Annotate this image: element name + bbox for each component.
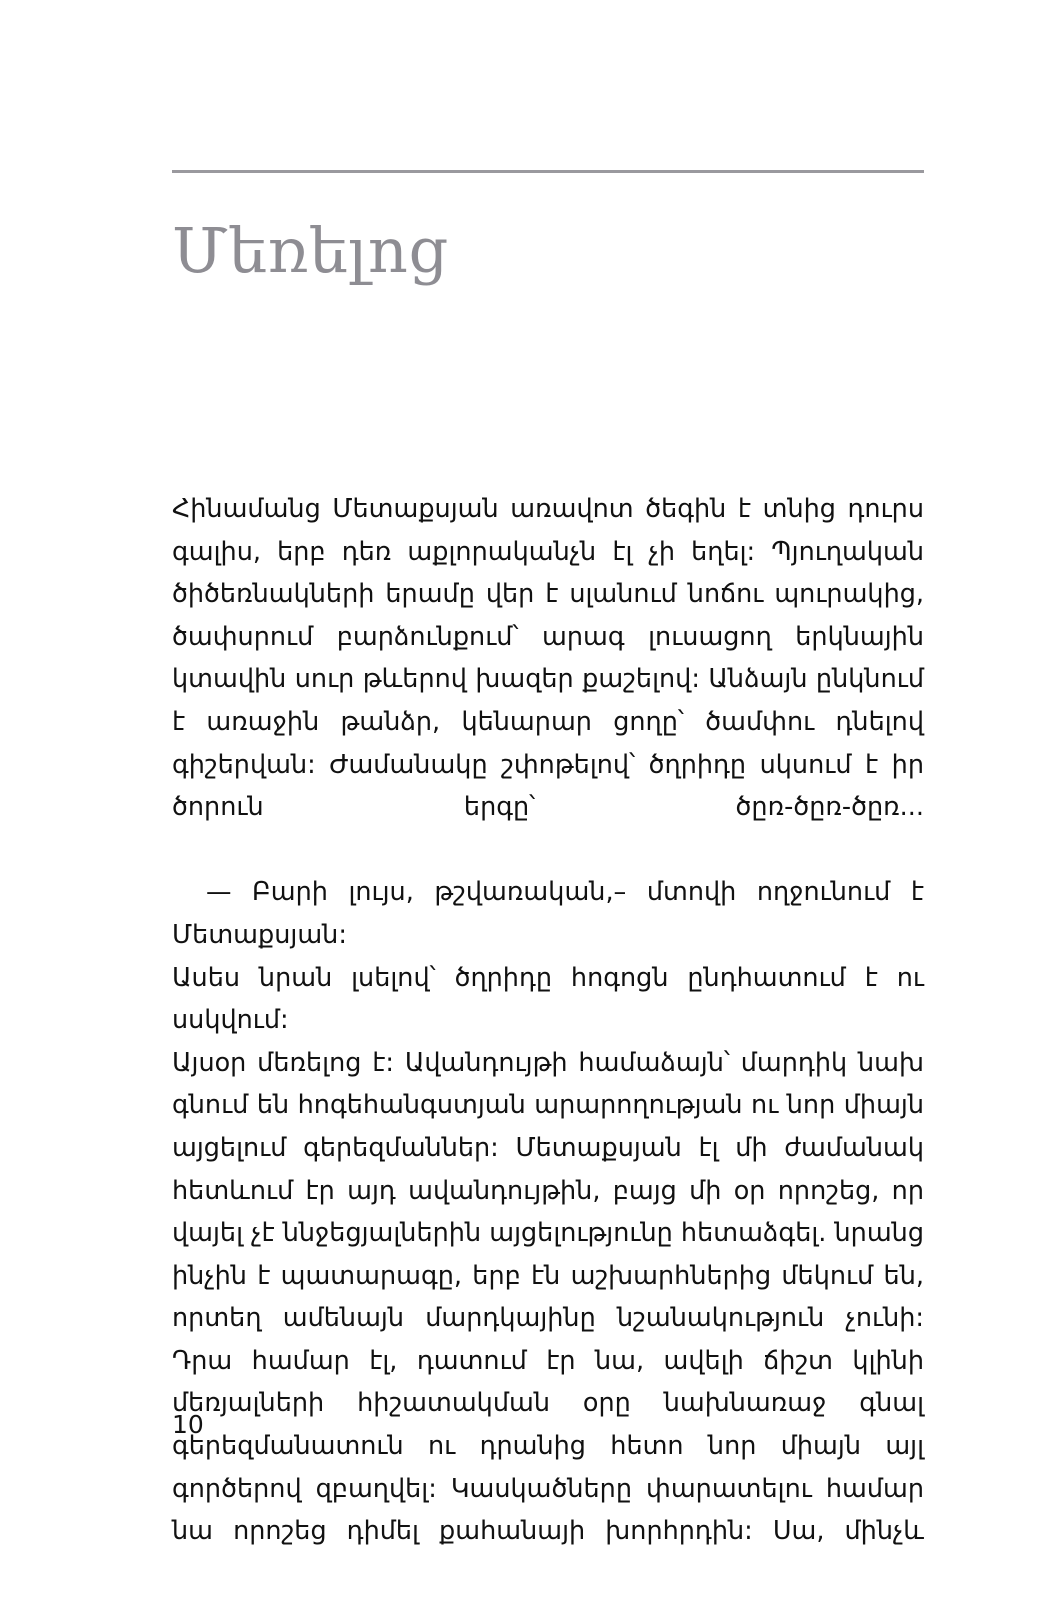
paragraph-2: — Բարի լույս, թշվառական,– մտովի ողջունում է Մետաքսյան: xyxy=(172,877,933,950)
page-title: Մեռելոց xyxy=(172,213,449,287)
header-rule xyxy=(172,170,924,173)
paragraph-3: Ասես նրան լսելով՝ ծղրիդը հոգոցն ընդհատում է ու սսկվում: xyxy=(172,962,933,1036)
body-text-block xyxy=(172,488,933,1595)
paragraph-4: Այսօր մեռելոց է: Ավանդույթի համաձայն՝ մարդիկ նախ գնում են հոգեհանգստյան արարողության ու նոր միայն այցելում գերեզմաններ: Մետաքսյան էլ մի ժամանակ հետևում էր այդ ավանդույթին, բայց մի օր որոշեց, որ վայել չէ ննջեցյալներին այցելությունը հետաձգել. նրանց ինչին է պատարագը, երբ էն աշխարհներից մեկում են, որտեղ ամենայն մարդկայինը նշանակություն չունի: Դրա համար էլ, դատում էր նա, ավելի ճիշտ կլինի մեռյալների հիշատակման օրը նախնառաջ գնալ գերեզմանատուն ու դրանից հետո նոր միայն այլ գործերով զբաղվել: Կասկածները փարատելու համար նա որոշեց դիմել քահանայի խորհրդին: Սա, մինչև xyxy=(172,1047,933,1547)
page-number: 10 xyxy=(172,1410,204,1439)
paragraph-1: Հինամանց Մետաքսյան առավոտ ծեգին է տնից դուրս գալիս, երբ դեռ աքլորականչն էլ չի եղել: Պյուղական ծիծեռնակների երամը վեր է սլանում նոճու պուրակից, ծափսրում բարձունքում՝ արագ լուսացող երկնային կտավին սուր թևերով խազեր քաշելով: Անձայն ընկնում է առաջին թանձր, կենարար ցողը՝ ծամփու դնելով գիշերվան: Ժամանակը շփոթելով՝ ծղրիդը սկսում է իր ծորուն երգը՝ ծըռ-ծըռ-ծըռ... xyxy=(172,494,933,823)
